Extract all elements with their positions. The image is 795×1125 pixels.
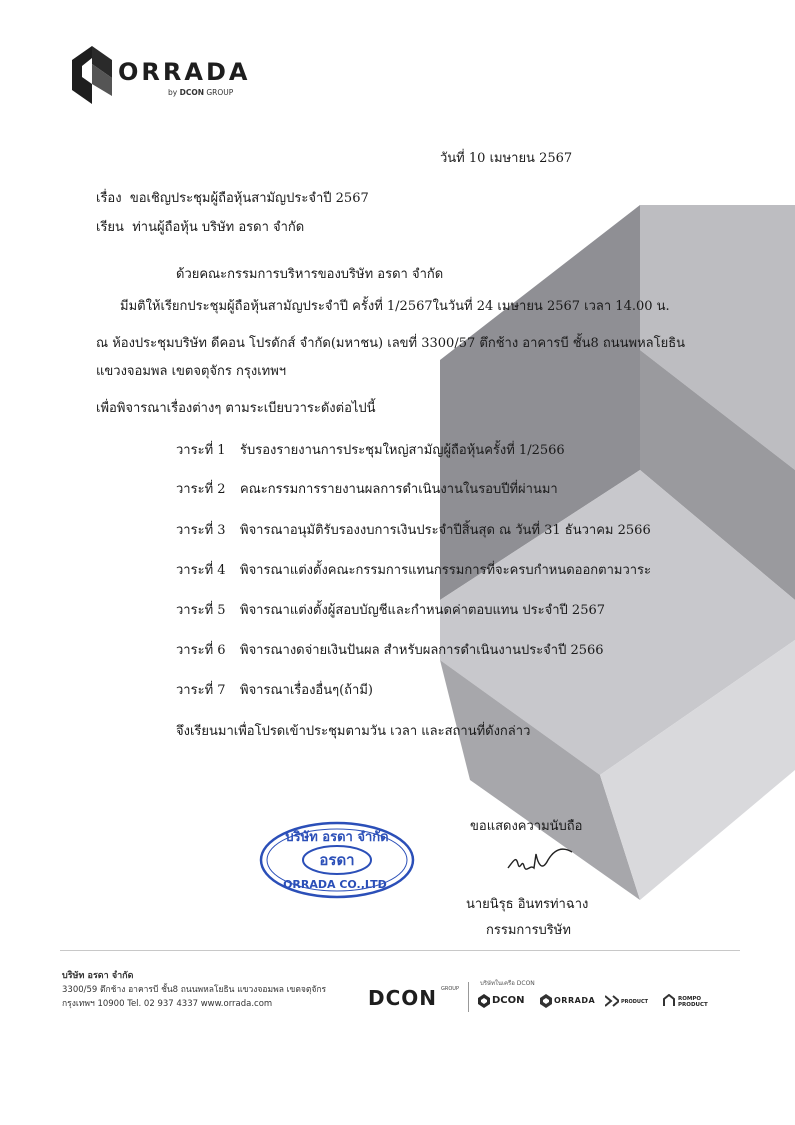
product-mark-icon: [605, 994, 619, 1008]
orrada-mark-icon: [540, 994, 552, 1008]
subject-label: เรื่อง: [96, 191, 122, 206]
stamp-seal-icon: [258, 820, 416, 900]
footer-separator: [468, 982, 469, 1012]
stamp-top-text: บริษัท อรดา จำกัด: [285, 830, 389, 845]
letter-date: วันที่ 10 เมษายน 2567: [440, 151, 573, 166]
subject-text: ขอเชิญประชุมผู้ถือหุ้นสามัญประจำปี 2567: [129, 191, 369, 206]
logo-byline: by DCON GROUP: [168, 88, 234, 97]
dcon-group-suffix: GROUP: [441, 986, 459, 992]
logo-wordmark: ORRADA: [118, 58, 251, 86]
footer-address: [62, 969, 326, 1011]
orrada-diamond-icon: [70, 44, 114, 106]
subsidiaries-caption: บริษัทในเครือ DCON: [480, 980, 535, 987]
body-line-5: เพื่อพิจารณาเรื่องต่างๆ ตามระเบียบวาระดังต่อไปนี้: [96, 401, 376, 416]
orrada-logo: [70, 44, 270, 106]
recipient-label: เรียน: [96, 220, 124, 235]
footer-address-line-2: กรุงเทพฯ 10900 Tel. 02 937 4337 www.orrada.com: [62, 999, 273, 1009]
rompo-mark-icon: [662, 994, 676, 1008]
body-line-4: แขวงจอมพล เขตจตุจักร กรุงเทพฯ: [96, 364, 287, 379]
dcon-group-logo: DCON: [368, 986, 438, 1010]
signer-title: กรรมการบริษัท: [486, 923, 571, 938]
signer-name: นายนิรุธ อินทรท่าฉาง: [466, 897, 589, 912]
recipient-text: ท่านผู้ถือหุ้น บริษัท อรดา จำกัด: [132, 220, 305, 235]
recipient-row: [96, 219, 304, 237]
stamp-bottom-text: ORRADA CO.,LTD.: [283, 878, 391, 891]
closing-line: จึงเรียนมาเพื่อโปรดเข้าประชุมตามวัน เวลา และสถานที่ดังกล่าว: [176, 724, 531, 739]
body-line-2: มีมติให้เรียกประชุมผู้ถือหุ้นสามัญประจำปี ครั้งที่ 1/2567ในวันที่ 24 เมษายน 2567 เวลา 14.00 น.: [120, 299, 670, 314]
stamp-center-text: อรดา: [319, 851, 355, 869]
dcon-mark-icon: [478, 994, 490, 1008]
body-line-1: ด้วยคณะกรรมการบริหารของบริษัท อรดา จำกัด: [176, 267, 444, 282]
signature-icon: [500, 838, 580, 888]
regards-text: ขอแสดงความนับถือ: [470, 819, 583, 834]
footer-divider: [60, 950, 740, 951]
company-stamp: [258, 820, 416, 900]
body-line-3: ณ ห้องประชุมบริษัท ดีคอน โปรดักส์ จำกัด(มหาชน) เลขที่ 3300/57 ตึกช้าง อาคารบี ชั้น8 ถนนพหลโยธิน: [96, 336, 686, 351]
subject-row: [96, 190, 369, 208]
agenda-list: วาระที่ 1 รับรองรายงานการประชุมใหญ่สามัญผู้ถือหุ้นครั้งที่ 1/2566 วาระที่ 2 คณะกรรมการรายงานผลการดำเนินงานในรอบปีที่ผ่านมา วาระที่ 3 พิจารณาอนุมัติรับรองงบการเงินประจำปีสิ้นสุด ณ วันที่ 31 ธันวาคม 2566 วาระที่ 4 พิจารณาแต่งตั้งคณะกรรมการแทนกรรมการที่จะครบกำหนดออกตามวาระ วาระที่ 5 พิจารณาแต่งตั้งผู้สอบบัญชีและกำหนดค่าตอบแทน ประจำปี 2567 วาระที่ 6 พิจารณางดจ่ายเงินปันผล สำหรับผลการดำเนินงานประจำปี 2566 วาระที่ 7 พิจารณาเรื่องอื่นๆ(ถ้ามี): [176, 443, 652, 698]
footer-address-line-1: 3300/59 ตึกช้าง อาคารบี ชั้น8 ถนนพหลโยธิน แขวงจอมพล เขตจตุจักร: [62, 985, 327, 995]
footer-company: บริษัท อรดา จำกัด: [62, 971, 134, 981]
